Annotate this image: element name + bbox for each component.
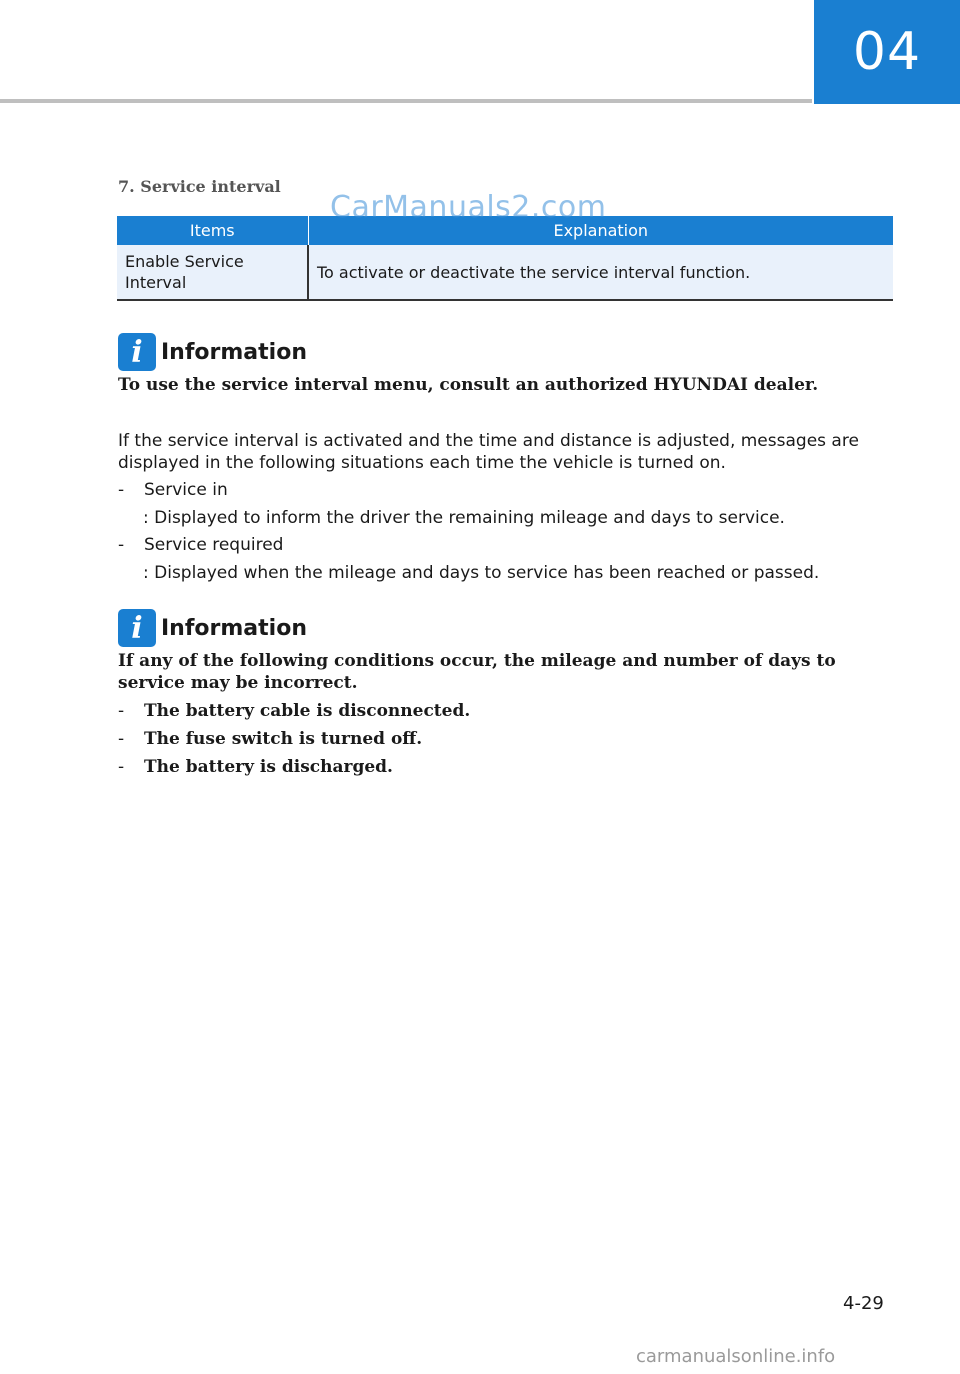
list-item-label: Service in [144,480,228,500]
header-rule [0,99,812,103]
info-box-2-title [118,609,307,647]
info-heading: Information [161,615,307,641]
page-number: 4-29 [843,1293,884,1314]
information-icon: i [118,333,156,371]
chapter-number: 04 [852,22,922,82]
list-item: - Service required [118,535,284,555]
list-item: - The battery is discharged. [118,757,393,777]
list-item: - Service in [118,480,228,500]
list-item-description: : Displayed to inform the driver the remaining mileage and days to service. [143,508,785,528]
watermark: CarManuals2.com [330,190,607,225]
chapter-tab [814,0,960,104]
information-icon: i [118,609,156,647]
info-1-text: To use the service interval menu, consult an authorized HYUNDAI dealer. [118,375,819,395]
info-box-1-title [118,333,307,371]
table-cell-item: Enable Service Interval [117,245,308,300]
list-item-label: Service required [144,535,284,555]
header-explanation: Explanation [308,216,893,245]
body-paragraph: If the service interval is activated and the time and distance is adjusted, messages are displayed in the following situations each time the vehicle is turned on. [118,431,859,473]
info-2-text: If any of the following conditions occur, the mileage and number of days to service may be incorrect. [118,651,836,693]
list-item: - The fuse switch is turned off. [118,729,423,749]
header-items: Items [117,216,308,245]
section-heading: 7. Service interval [118,177,281,196]
table-row [117,245,893,300]
info-heading: Information [161,339,307,365]
list-item-description: : Displayed when the mileage and days to service has been reached or passed. [143,563,820,583]
table-cell-explanation: To activate or deactivate the service interval function. [308,245,893,300]
list-item: - The battery cable is disconnected. [118,701,471,721]
service-interval-table [117,216,893,301]
footer-site-watermark: carmanualsonline.info [636,1346,836,1367]
